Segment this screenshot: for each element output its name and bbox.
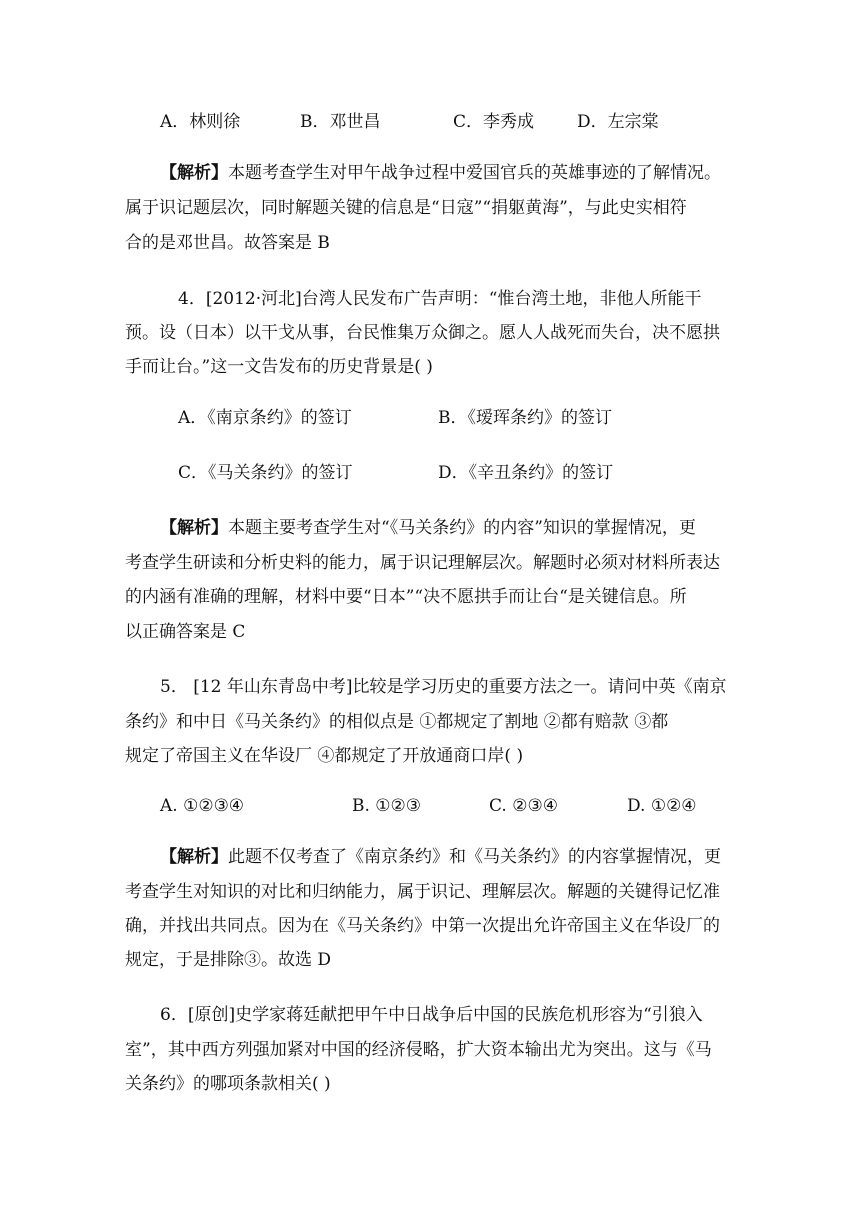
q6-stem-line-2: 室”，其中西方列强加紧对中国的经济侵略，扩大资本输出尤为突出。这与《马 [125, 1040, 712, 1060]
q5-option-b: B. ①②③ [352, 796, 422, 816]
q5-option-a: A. ①②③④ [160, 796, 245, 816]
q4-option-d: D．《辛丑条约》的签订 [438, 463, 614, 483]
analysis-tag: 【解析】 [160, 847, 228, 867]
analysis-tag: 【解析】 [160, 163, 228, 183]
q3-analysis-line-2: 属于识记题层次，同时解题关键的信息是“日寇”“捐躯黄海”，与此史实相符 [125, 198, 687, 218]
q3-option-c: C．李秀成 [453, 112, 535, 132]
q4-option-a: A．《南京条约》的签订 [178, 408, 352, 428]
q3-option-b: B．邓世昌 [300, 112, 381, 132]
q4-analysis-line-1: 【解析】本题主要考查学生对“《马关条约》的内容”知识的掌握情况，更 [160, 518, 696, 538]
q4-analysis-line-3: 的内涵有准确的理解，材料中要“日本”“决不愿拱手而让台“是关键信息。所 [125, 587, 687, 607]
q6-stem-line-3: 关条约》的哪项条款相关( ) [125, 1074, 331, 1094]
analysis-tag: 【解析】 [160, 518, 228, 538]
q4-stem-line-2: 预。设（日本）以干戈从事，台民惟集万众御之。愿人人战死而失台，决不愿拱 [125, 323, 720, 343]
q4-analysis-line-4: 以正确答案是 C [125, 622, 246, 642]
q5-stem-line-2: 条约》和中日《马关条约》的相似点是 ①都规定了割地 ②都有赔款 ③都 [125, 712, 669, 732]
q4-stem-line-1: 4．[2012·河北]台湾人民发布广告声明：“惟台湾土地，非他人所能干 [178, 289, 702, 309]
q5-analysis-line-2: 考查学生对知识的对比和归纳能力，属于识记、理解层次。解题的关键得记忆准 [125, 882, 720, 902]
q4-analysis-line-2: 考查学生研读和分析史料的能力，属于识记理解层次。解题时必须对材料所表达 [125, 553, 720, 573]
q5-option-d: D. ①②④ [627, 796, 697, 816]
q6-stem-line-1: 6．[原创]史学家蒋廷献把甲午中日战争后中国的民族危机形容为“引狼入 [160, 1005, 703, 1025]
q5-analysis-line-3: 确，并找出共同点。因为在《马关条约》中第一次提出允许帝国主义在华设厂的 [125, 916, 720, 936]
q5-stem-line-3: 规定了帝国主义在华设厂 ④都规定了开放通商口岸( ) [125, 746, 524, 766]
q5-analysis-line-1: 【解析】此题不仅考查了《南京条约》和《马关条约》的内容掌握情况，更 [160, 847, 721, 867]
q3-option-a: A．林则徐 [160, 112, 241, 132]
q5-analysis-line-4: 规定，于是排除③。故选 D [125, 950, 332, 970]
q3-option-d: D．左宗棠 [577, 112, 659, 132]
q4-option-b: B．《瑷珲条约》的签订 [438, 408, 612, 428]
q4-stem-line-3: 手而让台。”这一文告发布的历史背景是( ) [125, 357, 433, 377]
q5-option-c: C. ②③④ [489, 796, 558, 816]
q5-stem-line-1: 5． [12 年山东青岛中考]比较是学习历史的重要方法之一。请问中英《南京 [160, 677, 727, 697]
q4-option-c: C．《马关条约》的签订 [178, 463, 353, 483]
q3-analysis-line-1: 【解析】本题考查学生对甲午战争过程中爱国官兵的英雄事迹的了解情况。 [160, 163, 721, 183]
q3-analysis-line-3: 合的是邓世昌。故答案是 B [125, 233, 330, 253]
